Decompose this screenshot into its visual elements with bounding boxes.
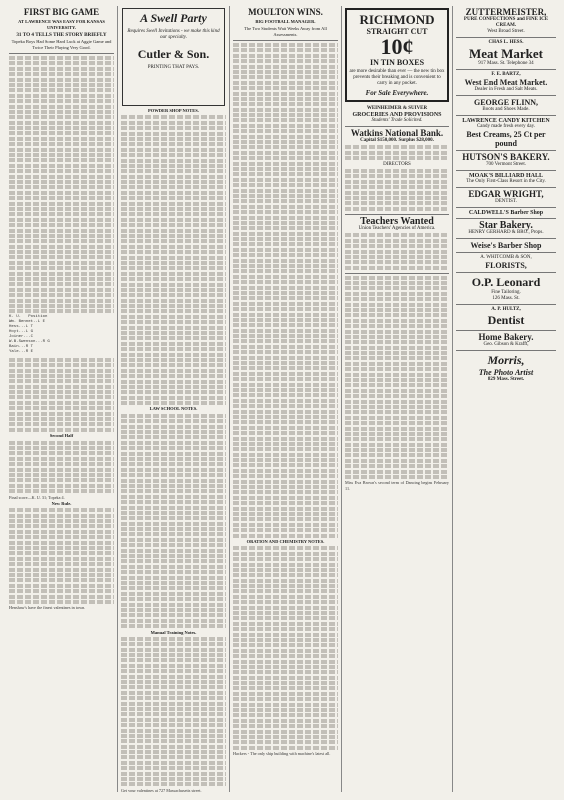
moaks-name: MOAK'S BILLIARD HALL <box>468 173 543 179</box>
article-body-1 <box>9 56 114 313</box>
grocer-ad <box>345 104 449 127</box>
column-2 <box>118 6 230 792</box>
column-3 <box>230 6 342 792</box>
hess-shop: Meat Market <box>469 46 543 61</box>
lineup-table <box>9 315 114 355</box>
zuttermeister-ad <box>456 6 556 38</box>
morris-address: 829 Mass. Street. <box>487 377 525 382</box>
zuttermeister-name: ZUTTERMEISTER, <box>465 7 547 17</box>
leonard-name: O.P. Leonard <box>471 275 541 289</box>
flinn-name: GEORGE FLINN, <box>473 98 538 107</box>
richmond-subtitle: STRAIGHT CUT <box>366 27 428 36</box>
richmond-title: RICHMOND <box>359 12 435 27</box>
powder-shop-headline: POWDER SHOP NOTES. <box>148 108 199 113</box>
teachers-title: Teachers Wanted <box>360 216 434 228</box>
leonard-address: 126 Mass. St. <box>492 296 520 301</box>
grocer-sub: Students' Trade Solicited. <box>371 118 423 123</box>
new-rule-heading: New Rule. <box>51 500 72 506</box>
hultz-ad <box>456 305 556 331</box>
lineup-row: Joiner...C <box>9 334 34 339</box>
hutson-ad <box>456 151 556 171</box>
candy-creams: Best Creams, 25 Ct per pound <box>466 130 546 148</box>
cutler-ad-title: A Swell Party <box>140 11 207 25</box>
grocer-title: GROCERIES AND PROVISIONS <box>352 112 442 118</box>
star-name: Star Bakery. <box>479 220 533 231</box>
richmond-body: are more desirable than ever — the new tin box prevents their breaking and is convenient to carry in any pocket. <box>349 69 445 86</box>
oration-headline: ORATION AND CHEMISTRY NOTES. <box>246 538 325 544</box>
bank-directors: DIRECTORS <box>383 161 411 167</box>
star-sub: HENRY GERHARD & BRO., Props. <box>468 230 544 235</box>
richmond-ad <box>345 8 449 102</box>
bakery-sub: Geo. Gibson & Krafft, <box>483 342 529 347</box>
manual-training-headline: Manual Training Notes. <box>150 629 197 635</box>
candy-sub: Candy made fresh every day. <box>476 124 536 129</box>
hultz-name: A. P. HULTZ, <box>491 307 521 312</box>
morris-ad <box>456 351 556 385</box>
cutler-ad <box>122 8 225 106</box>
flinn-shop: Boots and Shoes Made. <box>482 107 530 112</box>
cutler-ad-brand: Cutler & Son. <box>137 47 210 61</box>
moulton-deck-2: The Two Students Wait Weeks Away from All Assessments. <box>244 26 327 37</box>
valentines-note: Henshaw's have the finest valentines in town. <box>9 605 86 611</box>
home-bakery-ad <box>456 331 556 351</box>
wright-title: DENTIST. <box>495 199 517 204</box>
leonard-ad <box>456 273 556 305</box>
lineup-team: K. U. <box>9 314 22 319</box>
bank-capital: Capital $150,000. Surplus $28,000. <box>360 138 434 143</box>
hutson-name: HUTSON'S BAKERY. <box>462 152 550 162</box>
bartz-shop: West End Meat Market. <box>464 78 548 87</box>
moaks-ad <box>456 171 556 188</box>
lineup-row: Hess...L T <box>9 324 34 329</box>
flinn-ad <box>456 96 556 116</box>
bartz-ad <box>456 70 556 96</box>
lineup-position: Position <box>28 314 48 319</box>
valentines-note-2: Get your valentines at 727 Massachusetts street. <box>121 787 202 792</box>
lineup-row: Wm. Bennet..L E <box>9 319 46 324</box>
florist-owner: A. WHITCOMB & SON, <box>480 255 532 260</box>
florist-ad <box>456 253 556 273</box>
column-5 <box>453 6 559 792</box>
bank-ad <box>345 127 449 215</box>
deck-2: 31 TO 4 TELLS THE STORY BRIEFLY <box>16 32 107 38</box>
zuttermeister-address: West Broad Street. <box>487 29 525 34</box>
lineup-row: Yale...R E <box>9 349 34 354</box>
cutler-ad-tagline: PRINTING THAT PAYS. <box>147 65 200 70</box>
leonard-sub: Fine Tailoring. <box>491 290 521 295</box>
barber-ad <box>456 208 556 219</box>
deck-3: Topeka Boys Had Some Hard Luck at Aggie Game and Twice Their Playing Very Good. <box>11 39 112 50</box>
cutler-ad-body: Requires Swell Invitations - we make this kind our specialty. <box>127 29 220 40</box>
second-half-label: Second Half <box>49 433 74 439</box>
hess-address: 917 Mass. St. Telephone 34 <box>478 61 534 66</box>
hultz-title: Dentist <box>487 313 525 327</box>
deck-1: AT LAWRENCE WAS EASY FOR KANSAS UNIVERSITY. <box>18 19 105 30</box>
moulton-footer: Hackers - The only ship building with machine's latest all. <box>233 751 331 757</box>
wright-ad <box>456 188 556 208</box>
first-big-game-headline: FIRST BIG GAME <box>23 7 100 17</box>
florist-name: FLORISTS, <box>485 261 527 270</box>
lineup-row: Hoyt...L G <box>9 329 34 334</box>
moulton-wins-headline: MOULTON WINS. <box>248 7 323 17</box>
weise-ad <box>456 239 556 253</box>
column-4 <box>342 6 453 792</box>
zuttermeister-sub: PURE CONFECTIONS and FINE ICE CREAM. <box>463 17 549 28</box>
star-bakery-ad <box>456 219 556 239</box>
law-school-headline: LAW SCHOOL NOTES. <box>149 406 198 412</box>
moaks-sub: The Only First-Class Resort in the City. <box>466 179 546 184</box>
weise-name: Weise's Barber Shop <box>470 241 542 250</box>
final-score: Final score—K. U. 31; Topeka 4. <box>9 494 65 500</box>
bartz-sub: Dealer in Fresh and Salt Meats. <box>474 87 538 92</box>
lineup-row: W.B.Swenson...R G <box>9 339 50 344</box>
grocer-firm: WEINHEIMER & SUIVER <box>366 106 428 111</box>
wright-name: EDGAR WRIGHT, <box>468 189 544 199</box>
lineup-row: Bain...R T <box>9 344 34 349</box>
richmond-price: 10¢ <box>380 34 414 59</box>
moulton-deck: BIG FOOTBALL MANAGER. <box>255 19 316 24</box>
hess-name: CHAS L. HESS. <box>488 40 524 45</box>
morris-sub: The Photo Artist <box>478 368 534 377</box>
bakery-name: Home Bakery. <box>478 332 534 342</box>
column-1 <box>6 6 118 792</box>
barber-name: CALDWELL'S Barber Shop <box>468 210 544 216</box>
teachers-ad <box>345 215 449 274</box>
richmond-tin: IN TIN BOXES <box>369 58 425 67</box>
dancing-note: Miss Eva Brown's second term of Dancing begins February 11. <box>345 480 449 491</box>
candy-ad <box>456 116 556 151</box>
hutson-address: 700 Vermont Street. <box>485 162 527 167</box>
candy-title: LAWRENCE CANDY KITCHEN <box>462 118 550 124</box>
bartz-name: F. E. BARTZ, <box>491 72 521 77</box>
hess-ad <box>456 38 556 70</box>
morris-name: Morris, <box>487 353 525 367</box>
teachers-sub: Union Teachers' Agencies of America. <box>358 226 436 232</box>
richmond-sale: For Sale Everywhere. <box>365 89 429 97</box>
bank-name: Watkins National Bank. <box>350 128 444 138</box>
